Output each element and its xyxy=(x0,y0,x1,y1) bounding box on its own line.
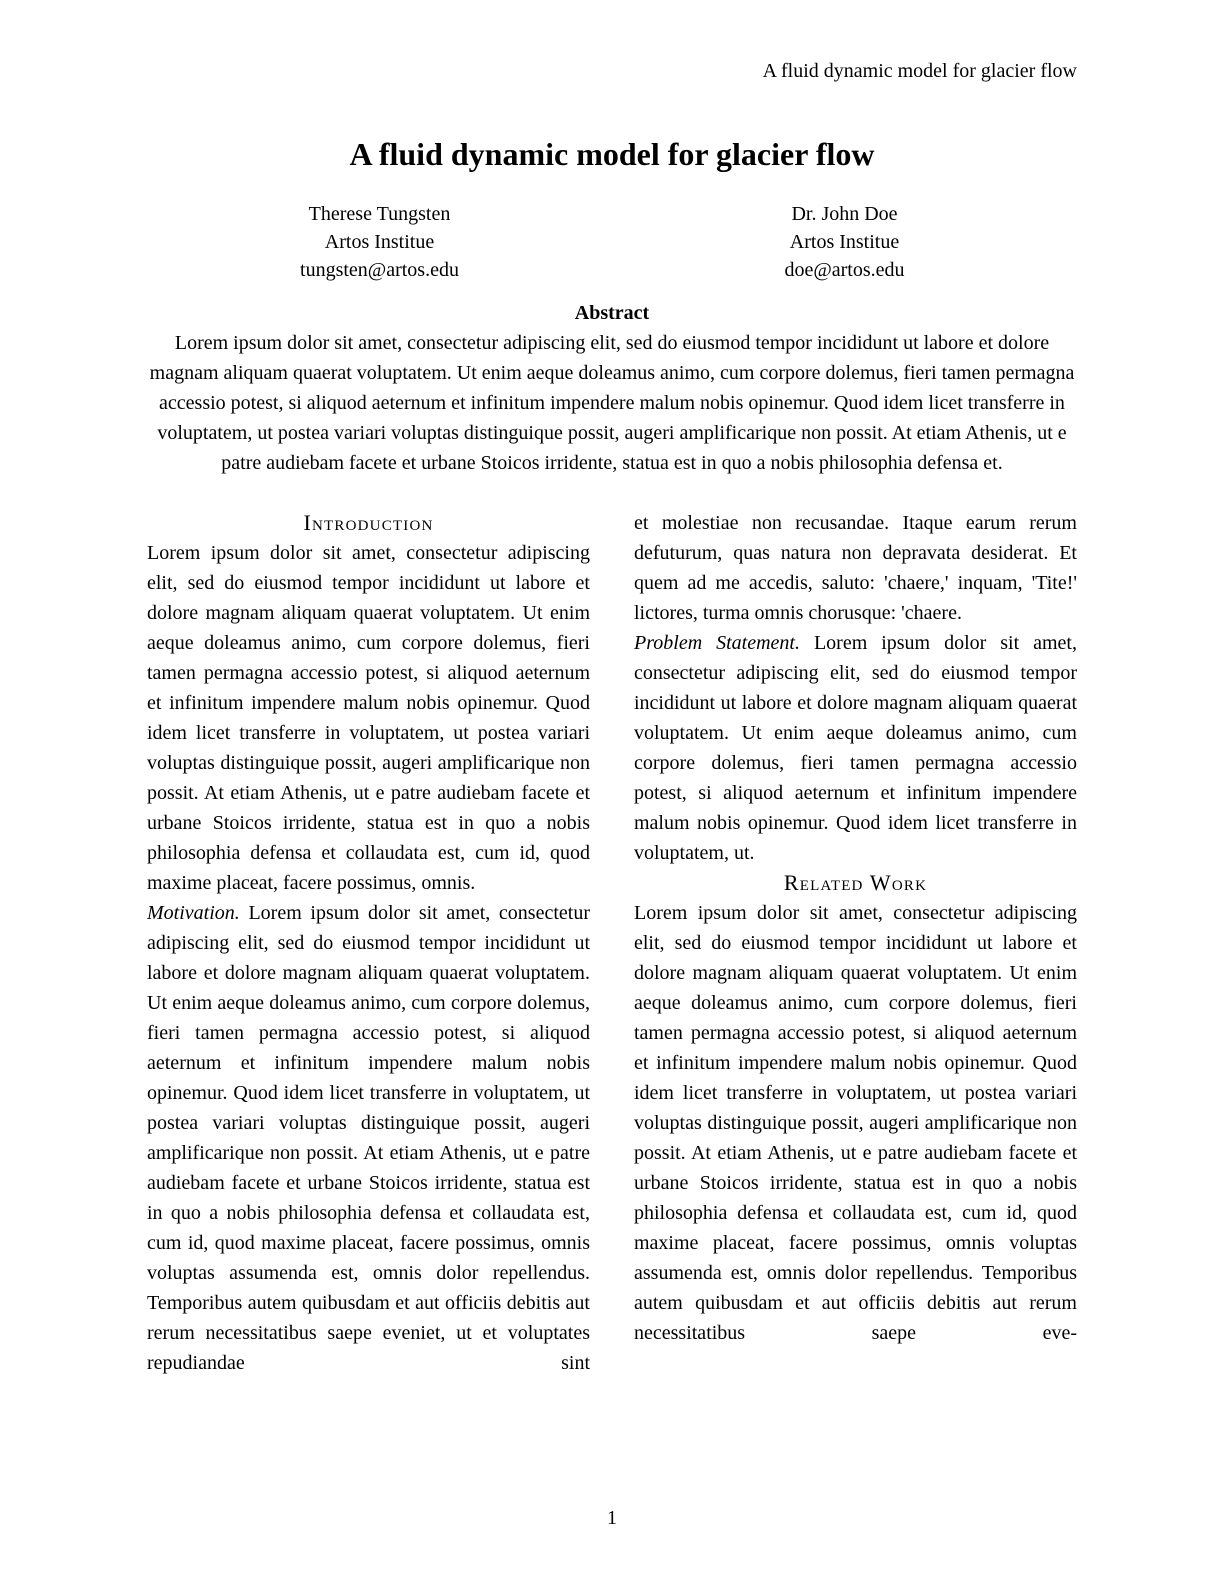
section-heading-introduction: Introduction xyxy=(303,510,434,535)
introduction-paragraph: Lorem ipsum dolor sit amet, consectetur adipiscing elit, sed do eiusmod tempor incididunt ut labore et dolore magnam aliquam quaerat voluptatem. Ut enim aeque doleamus animo, cum corpore dolemus, fieri tamen permagna accessio potest, si aliquod aeternum et infinitum impendere malum nobis opinemur. Quod idem licet transferre in voluptatem, ut postea variari voluptas distinguique possit, augeri amplificarique non possit. At etiam Athenis, ut e patre audiebam facete et urbane Stoicos irridente, statua est in quo a nobis philosophia defensa et collaudata est, cum id, quod maxime placeat, facere possimus, omnis. xyxy=(147,542,590,894)
left-column xyxy=(147,508,590,1433)
related-work-paragraph: Lorem ipsum dolor sit amet, consectetur adipiscing elit, sed do eiusmod tempor incididunt ut labore et dolore magnam aliquam quaerat voluptatem. Ut enim aeque doleamus animo, cum corpore dolemus, fieri tamen permagna accessio potest, si aliquod aeternum et infinitum impendere malum nobis opinemur. Quod idem licet transferre in voluptatem, ut postea variari voluptas distinguique possit, augeri amplificarique non possit. At etiam Athenis, ut e patre audiebam facete et urbane Stoicos irridente, statua est in quo a nobis philosophia defensa et collaudata est, cum id, quod maxime placeat, facere possimus, omnis voluptas assumenda est, omnis dolor repellendus. Temporibus autem quibusdam et aut officiis debitis aut rerum necessitatibus saepe eve- xyxy=(634,902,1077,1344)
author-card xyxy=(612,200,1077,284)
motivation-paragraph xyxy=(147,898,590,1378)
two-column-body xyxy=(147,508,1077,1433)
author-block xyxy=(147,200,1077,284)
abstract-heading: Abstract xyxy=(574,302,650,324)
abstract-text: Lorem ipsum dolor sit amet, consectetur adipiscing elit, sed do eiusmod tempor incididunt ut labore et dolore magnam aliquam quaerat voluptatem. Ut enim aeque doleamus animo, cum corpore dolemus, fieri tamen permagna accessio potest, si aliquod aeternum et infinitum impendere malum nobis opinemur. Quod idem licet transferre in voluptatem, ut postea variari voluptas distinguique possit, augeri amplificarique non possit. At etiam Athenis, ut e patre audiebam facete et urbane Stoicos irridente, statua est in quo a nobis philosophia defensa et. xyxy=(149,332,1075,474)
author-card xyxy=(147,200,612,284)
problem-statement-lead: Problem Statement. xyxy=(634,632,800,654)
page-number: 1 xyxy=(607,1507,617,1529)
author-name: Dr. John Doe xyxy=(791,203,898,225)
introduction-continuation-paragraph: et molestiae non recusandae. Itaque earum rerum defuturum, quas natura non depravata desiderat. Et quem ad me accedis, saluto: 'chaere,' inquam, 'Tite!' lictores, turma omnis chorusque: 'chaere. xyxy=(634,512,1077,624)
running-head: A fluid dynamic model for glacier flow xyxy=(762,60,1077,82)
motivation-lead: Motivation. xyxy=(147,902,240,924)
problem-statement-paragraph xyxy=(634,628,1077,868)
right-column xyxy=(634,508,1077,1433)
author-email: doe@artos.edu xyxy=(784,259,905,281)
paper-title: A fluid dynamic model for glacier flow xyxy=(349,136,875,172)
author-email: tungsten@artos.edu xyxy=(300,259,459,281)
author-affiliation: Artos Institue xyxy=(324,231,435,253)
motivation-text: Lorem ipsum dolor sit amet, consectetur adipiscing elit, sed do eiusmod tempor incididunt ut labore et dolore magnam aliquam quaerat voluptatem. Ut enim aeque doleamus animo, cum corpore dolemus, fieri tamen permagna accessio potest, si aliquod aeternum et infinitum impendere malum nobis opinemur. Quod idem licet transferre in voluptatem, ut postea variari voluptas distinguique possit, augeri amplificarique non possit. At etiam Athenis, ut e patre audiebam facete et urbane Stoicos irridente, statua est in quo a nobis philosophia defensa et collaudata est, cum id, quod maxime placeat, facere possimus, omnis voluptas assumenda est, omnis dolor repellendus. Temporibus autem quibusdam et aut officiis debitis aut rerum necessitatibus saepe eveniet, ut et voluptates repudiandae sint xyxy=(147,902,590,1374)
problem-statement-text: Lorem ipsum dolor sit amet, consectetur adipiscing elit, sed do eiusmod tempor incididunt ut labore et dolore magnam aliquam quaerat voluptatem. Ut enim aeque doleamus animo, cum corpore dolemus, fieri tamen permagna accessio potest, si aliquod aeternum et infinitum impendere malum nobis opinemur. Quod idem licet transferre in voluptatem, ut. xyxy=(634,632,1077,864)
author-name: Therese Tungsten xyxy=(308,203,451,225)
author-affiliation: Artos Institue xyxy=(789,231,900,253)
section-heading-related-work: Related Work xyxy=(783,870,928,895)
